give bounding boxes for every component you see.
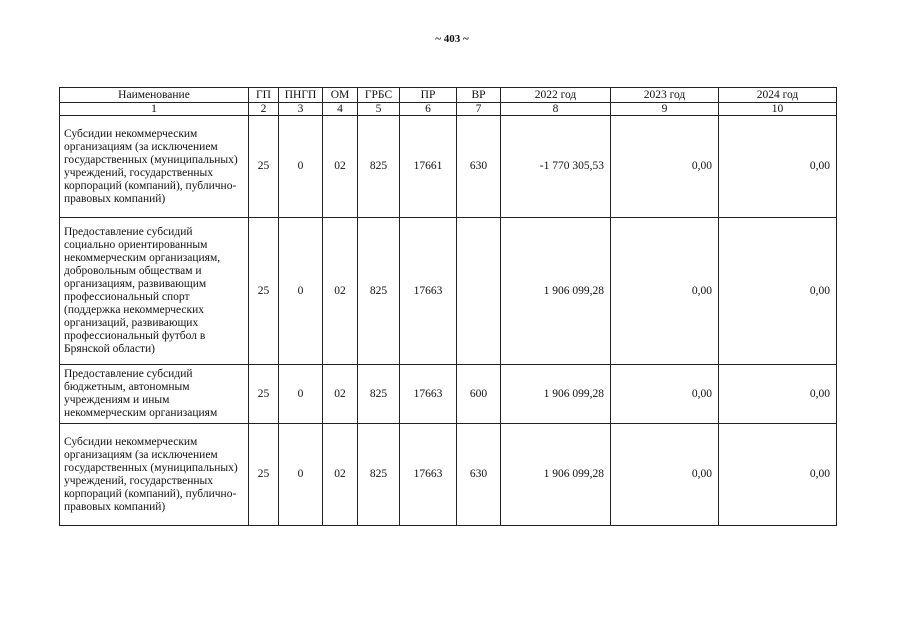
cell-pr: 17663: [400, 424, 457, 526]
column-number: 2: [249, 103, 279, 116]
cell-2022: 1 906 099,28: [501, 365, 611, 424]
cell-pr: 17663: [400, 218, 457, 365]
cell-pngp: 0: [279, 365, 323, 424]
cell-pr: 17663: [400, 365, 457, 424]
row-name: Субсидии некоммерческим организациям (за исключением государственных (муниципальных) учреждений, государственных корпораций (компаний), публично-правовых компаний): [60, 116, 249, 218]
cell-vr: 630: [457, 116, 501, 218]
cell-om: 02: [323, 424, 358, 526]
row-name: Предоставление субсидий социально ориентированным некоммерческим организациям, добровольным обществам и организациям, развивающим профессиональный спорт (поддержка некоммерческих организаций, развивающих профессиональный футбол в Брянской области): [60, 218, 249, 365]
column-number: 8: [501, 103, 611, 116]
column-number: 6: [400, 103, 457, 116]
cell-om: 02: [323, 116, 358, 218]
cell-pngp: 0: [279, 116, 323, 218]
cell-2023: 0,00: [611, 218, 719, 365]
cell-2023: 0,00: [611, 424, 719, 526]
header-gp: ГП: [249, 88, 279, 103]
cell-vr: [457, 218, 501, 365]
cell-2022: 1 906 099,28: [501, 424, 611, 526]
cell-2024: 0,00: [719, 424, 837, 526]
header-2024: 2024 год: [719, 88, 837, 103]
header-row: [60, 88, 837, 103]
header-pr: ПР: [400, 88, 457, 103]
column-number-row: [60, 103, 837, 116]
column-number: 5: [358, 103, 400, 116]
cell-gp: 25: [249, 365, 279, 424]
header-2023: 2023 год: [611, 88, 719, 103]
budget-table: [59, 87, 837, 526]
column-number: 3: [279, 103, 323, 116]
header-2022: 2022 год: [501, 88, 611, 103]
table-header: [60, 88, 837, 116]
column-number: 4: [323, 103, 358, 116]
cell-grbs: 825: [358, 365, 400, 424]
table-row: [60, 218, 837, 365]
cell-pngp: 0: [279, 424, 323, 526]
cell-2023: 0,00: [611, 116, 719, 218]
cell-2022: -1 770 305,53: [501, 116, 611, 218]
cell-2024: 0,00: [719, 218, 837, 365]
cell-gp: 25: [249, 116, 279, 218]
header-om: ОМ: [323, 88, 358, 103]
cell-2024: 0,00: [719, 116, 837, 218]
column-number: 7: [457, 103, 501, 116]
cell-grbs: 825: [358, 116, 400, 218]
table-row: [60, 365, 837, 424]
cell-2023: 0,00: [611, 365, 719, 424]
cell-pngp: 0: [279, 218, 323, 365]
row-name: Субсидии некоммерческим организациям (за исключением государственных (муниципальных) учреждений, государственных корпораций (компаний), публично-правовых компаний): [60, 424, 249, 526]
header-grbs: ГРБС: [358, 88, 400, 103]
column-number: 10: [719, 103, 837, 116]
cell-grbs: 825: [358, 218, 400, 365]
header-name: Наименование: [60, 88, 249, 103]
cell-vr: 600: [457, 365, 501, 424]
cell-om: 02: [323, 218, 358, 365]
header-vr: ВР: [457, 88, 501, 103]
page-number: ~ 403 ~: [435, 33, 469, 45]
cell-vr: 630: [457, 424, 501, 526]
cell-2022: 1 906 099,28: [501, 218, 611, 365]
cell-grbs: 825: [358, 424, 400, 526]
table-body: [60, 116, 837, 526]
column-number: 1: [60, 103, 249, 116]
header-pngp: ПНГП: [279, 88, 323, 103]
cell-pr: 17661: [400, 116, 457, 218]
cell-gp: 25: [249, 218, 279, 365]
row-name: Предоставление субсидий бюджетным, автономным учреждениям и иным некоммерческим организациям: [60, 365, 249, 424]
table-row: [60, 424, 837, 526]
table-row: [60, 116, 837, 218]
column-number: 9: [611, 103, 719, 116]
cell-gp: 25: [249, 424, 279, 526]
cell-om: 02: [323, 365, 358, 424]
cell-2024: 0,00: [719, 365, 837, 424]
